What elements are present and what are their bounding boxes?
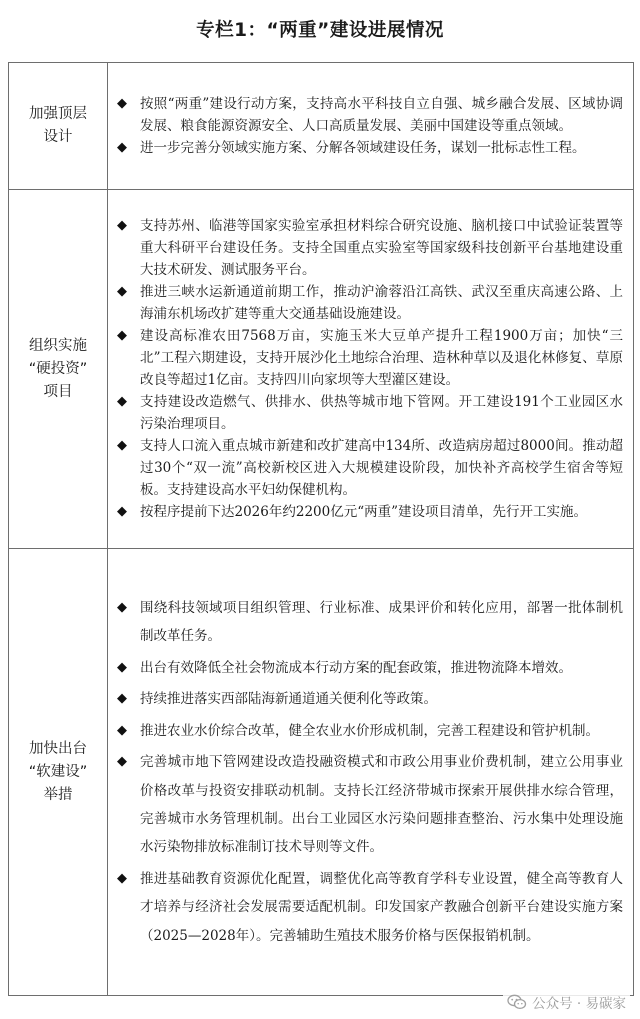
diamond-bullet-icon: ◆ [117, 218, 127, 233]
list-item [114, 215, 623, 281]
table-row-hard-investment [9, 190, 634, 549]
item-text: 推进基础教育资源优化配置，调整优化高等教育学科专业设置，健全高等教育人才培养与经济社会发展需要适配机制。印发国家产教融合创新平台建设实施方案（2025—2028年）。完善辅助生殖技术服务价格与医保报销机制。 [140, 870, 623, 944]
item-text: 支持苏州、临港等国家实验室承担材料综合研究设施、脑机接口中试验证装置等重大科研平台建设任务。支持全国重点实验室等国家级科技创新平台基地建设重大技术研发、测试服务平台。 [140, 218, 623, 278]
diamond-bullet-icon: ◆ [117, 140, 127, 155]
list-item [114, 685, 623, 713]
row-label [9, 190, 108, 549]
watermark-text: 公众号 · 易碳家 [532, 996, 626, 1012]
row-label-line: “硬投资” [28, 360, 88, 377]
row-content [108, 190, 634, 549]
item-text: 出台有效降低全社会物流成本行动方案的配套政策，推进物流降本增效。 [140, 659, 572, 676]
diamond-bullet-icon: ◆ [117, 659, 127, 675]
watermark [503, 990, 630, 1014]
diamond-bullet-icon: ◆ [117, 504, 127, 519]
row-label-line: 设计 [43, 129, 73, 145]
diamond-bullet-icon: ◆ [117, 754, 127, 770]
diamond-bullet-icon: ◆ [117, 870, 127, 886]
diamond-bullet-icon: ◆ [117, 394, 127, 409]
list-item [114, 654, 623, 682]
list-item [114, 435, 623, 501]
list-item [114, 748, 623, 862]
list-item [114, 594, 623, 651]
diamond-bullet-icon: ◆ [117, 691, 127, 707]
list-item [114, 391, 623, 435]
row-label [9, 549, 108, 996]
item-text: 持续推进落实西部陆海新通道通关便利化等政策。 [140, 691, 437, 708]
table-row-soft-construction [9, 549, 634, 996]
list-item [114, 865, 623, 950]
diamond-bullet-icon: ◆ [117, 722, 127, 738]
row-label-line: 组织实施 [29, 337, 87, 354]
list-item [114, 501, 623, 523]
row-label-line: “软建设” [28, 763, 88, 780]
item-text: 按程序提前下达2026年约2200亿元“两重”建设项目清单，先行开工实施。 [140, 504, 588, 520]
list-item [114, 717, 623, 745]
row-label-line: 加快出台 [29, 740, 87, 757]
item-text: 支持建设改造燃气、供排水、供热等城市地下管网。开工建设191个工业园区水污染治理项目。 [140, 394, 623, 432]
item-text: 按照“两重”建设行动方案，支持高水平科技自立自强、城乡融合发展、区域协调发展、粮食能源资源安全、人口高质量发展、美丽中国建设等重点领域。 [140, 96, 623, 134]
item-text: 支持人口流入重点城市新建和改扩建高中134所、改造病房超过8000间。推动超过30个“双一流”高校新校区进入大规模建设阶段，加快补齐高校学生宿舍等短板。支持建设高水平妇幼保健机构。 [140, 438, 623, 498]
diamond-bullet-icon: ◆ [117, 284, 127, 299]
list-item [114, 325, 623, 391]
list-item [114, 137, 623, 159]
list-item [114, 281, 623, 325]
diamond-bullet-icon: ◆ [117, 438, 127, 453]
item-text: 建设高标准农田7568万亩，实施玉米大豆单产提升工程1900万亩；加快“三北”工程六期建设，支持开展沙化土地综合治理、造林种草以及退化林修复、草原改良等超过1亿亩。支持四川向家坝等大型灌区建设。 [140, 328, 623, 388]
progress-table [8, 62, 634, 996]
row-label [9, 63, 108, 190]
row-content [108, 549, 634, 996]
diamond-bullet-icon: ◆ [117, 96, 127, 111]
diamond-bullet-icon: ◆ [117, 328, 127, 343]
item-text: 推进农业水价综合改革，健全农业水价形成机制，完善工程建设和管护机制。 [140, 722, 599, 739]
item-text: 完善城市地下管网建设改造投融资模式和市政公用事业价费机制，建立公用事业价格改革与投资安排联动机制。支持长江经济带城市探索开展供排水综合管理，完善城市水务管理机制。出台工业园区水污染问题排查整治、污水集中处理设施水污染物排放标准制订技术导则等文件。 [140, 754, 623, 856]
item-text: 推进三峡水运新通道前期工作，推动沪渝蓉沿江高铁、武汉至重庆高速公路、上海浦东机场改扩建等重大交通基础设施建设。 [140, 284, 623, 322]
row-label-line: 举措 [43, 786, 73, 803]
list-item [114, 93, 623, 137]
row-label-line: 项目 [43, 383, 73, 400]
table-row-top-level-design [9, 63, 634, 190]
page-title: 专栏1：“两重”建设进展情况 [196, 20, 444, 41]
wechat-icon [507, 994, 527, 1010]
row-label-line: 加强顶层 [29, 106, 87, 122]
row-content [108, 63, 634, 190]
diamond-bullet-icon: ◆ [117, 600, 127, 616]
item-text: 围绕科技领域项目组织管理、行业标准、成果评价和转化应用，部署一批体制机制改革任务。 [140, 600, 623, 645]
item-text: 进一步完善分领域实施方案、分解各领域建设任务，谋划一批标志性工程。 [140, 140, 586, 156]
